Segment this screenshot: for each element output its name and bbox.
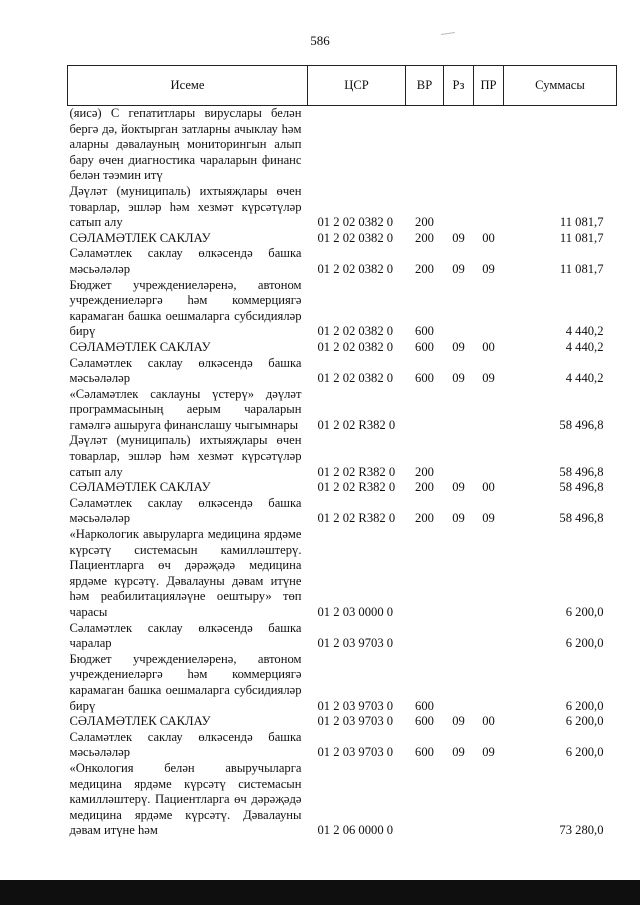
row-csr: 01 2 03 9703 0 — [317, 745, 394, 760]
row-rz: 09 — [452, 714, 465, 729]
row-rz — [444, 387, 474, 434]
row-sum: 58 496,8 — [559, 511, 604, 526]
row-name: СӘЛАМӘТЛЕК САКЛАУ — [69, 714, 211, 729]
row-name: «Наркологик авыруларга медицина ярдәме күрсәтү системасын камилләштерү. Пациентларга өч дәрәҗәдә медицина ярдәме күрсәтү. Дәвалауны дәвам итүне һәм реабилитацияләүне оештыру» төп чарасы — [69, 527, 302, 619]
row-name: СӘЛАМӘТЛЕК САКЛАУ — [69, 480, 211, 495]
table-row — [68, 480, 617, 496]
row-csr: 01 2 03 9703 0 — [317, 636, 394, 651]
table-row — [68, 106, 617, 184]
row-sum — [504, 106, 617, 184]
row-sum: 6 200,0 — [565, 636, 604, 651]
row-rz: 09 — [452, 339, 465, 354]
row-pr: 00 — [482, 339, 495, 354]
row-rz: 09 — [452, 480, 465, 495]
row-name: Сәламәтлек саклау өлкәсендә башка мәсьәләләр — [69, 729, 302, 760]
row-csr: 01 2 02 0382 0 — [317, 339, 394, 354]
row-name: СӘЛАМӘТЛЕК САКЛАУ — [69, 339, 211, 354]
row-csr: 01 2 02 R382 0 — [317, 480, 396, 495]
row-csr: 01 2 03 9703 0 — [317, 698, 394, 713]
row-name: «Сәламәтлек саклауны үстерү» дәүләт программасының аерым чараларын гамәлгә ашыруга финанслашу чыгымнары — [69, 386, 302, 432]
row-rz — [444, 621, 474, 652]
row-rz — [444, 527, 474, 621]
row-pr — [474, 652, 504, 714]
row-csr: 01 2 06 0000 0 — [317, 823, 394, 838]
row-pr — [474, 761, 504, 839]
row-vr: 600 — [415, 371, 434, 386]
row-sum: 4 440,2 — [565, 339, 604, 354]
row-rz — [444, 278, 474, 340]
row-rz — [444, 184, 474, 231]
row-vr: 200 — [415, 215, 434, 230]
table-row — [68, 652, 617, 714]
row-pr — [474, 184, 504, 231]
table-row — [68, 761, 617, 839]
row-rz: 09 — [452, 511, 465, 526]
row-sum: 73 280,0 — [559, 823, 604, 838]
row-rz: 09 — [452, 261, 465, 276]
row-csr: 01 2 02 0382 0 — [317, 230, 394, 245]
row-sum: 4 440,2 — [565, 324, 604, 339]
row-sum: 58 496,8 — [559, 480, 604, 495]
row-sum: 11 081,7 — [559, 261, 604, 276]
row-vr: 600 — [415, 339, 434, 354]
row-vr — [406, 527, 444, 621]
page-number: 586 — [310, 33, 330, 48]
row-pr: 00 — [482, 230, 495, 245]
table-body — [68, 106, 617, 839]
table-header-row — [68, 66, 617, 106]
row-pr: 09 — [482, 371, 495, 386]
row-sum: 58 496,8 — [559, 464, 604, 479]
row-name: Сәламәтлек саклау өлкәсендә башка чаралар — [69, 620, 302, 651]
row-csr: 01 2 03 0000 0 — [317, 605, 394, 619]
header-name: Исеме — [68, 66, 308, 106]
row-rz — [444, 106, 474, 184]
table-row — [68, 231, 617, 247]
row-pr: 09 — [482, 511, 495, 526]
row-rz — [444, 761, 474, 839]
row-name: Сәламәтлек саклау өлкәсендә башка мәсьәләләр — [69, 246, 302, 276]
row-vr: 600 — [415, 714, 434, 729]
header-rz: Рз — [444, 66, 474, 106]
table-row — [68, 387, 617, 434]
row-vr: 200 — [415, 230, 434, 245]
row-name: Дәүләт (муниципаль) ихтыяҗлары өчен товарлар, эшләр һәм хезмәт күрсәтүләр сатып алу — [69, 433, 302, 479]
row-pr: 00 — [482, 480, 495, 495]
row-pr: 00 — [482, 714, 495, 729]
row-rz — [444, 652, 474, 714]
table-row — [68, 278, 617, 340]
row-pr: 09 — [482, 745, 495, 760]
row-vr: 200 — [415, 261, 434, 276]
row-name: Сәламәтлек саклау өлкәсендә башка мәсьәләләр — [69, 495, 302, 526]
table-row — [68, 356, 617, 387]
row-name: Бюджет учреждениеләренә, автоном учреждениеләргә һәм коммерциягә карамаган башка оешмаларга субсидияләр бирү — [69, 277, 302, 339]
table-row — [68, 340, 617, 356]
table-row — [68, 730, 617, 761]
row-pr — [474, 106, 504, 184]
header-vr: ВР — [406, 66, 444, 106]
row-csr: 01 2 02 R382 0 — [317, 511, 396, 526]
row-sum: 6 200,0 — [565, 745, 604, 760]
row-name: Сәламәтлек саклау өлкәсендә башка мәсьәләләр — [69, 355, 302, 386]
row-csr — [308, 106, 406, 184]
table-row — [68, 246, 617, 277]
row-pr — [474, 387, 504, 434]
row-csr: 01 2 02 R382 0 — [317, 464, 396, 479]
row-vr — [406, 621, 444, 652]
row-sum: 6 200,0 — [565, 714, 604, 729]
row-csr: 01 2 02 0382 0 — [317, 371, 394, 386]
row-sum: 58 496,8 — [559, 417, 604, 432]
table-row — [68, 527, 617, 621]
table-row — [68, 433, 617, 480]
row-name: Бюджет учреждениеләренә, автоном учреждениеләргә һәм коммерциягә карамаган башка оешмаларга субсидияләр бирү — [69, 651, 302, 713]
row-pr — [474, 278, 504, 340]
row-sum: 4 440,2 — [565, 371, 604, 386]
row-pr: 09 — [482, 261, 495, 276]
table-row — [68, 184, 617, 231]
row-vr: 600 — [415, 745, 434, 760]
row-vr: 600 — [415, 698, 434, 713]
header-csr: ЦСР — [308, 66, 406, 106]
row-vr — [406, 106, 444, 184]
row-vr: 200 — [415, 464, 434, 479]
row-pr — [474, 433, 504, 480]
row-rz: 09 — [452, 371, 465, 386]
row-name: СӘЛАМӘТЛЕК САКЛАУ — [69, 230, 211, 245]
table-row — [68, 621, 617, 652]
row-vr: 200 — [415, 511, 434, 526]
table-row — [68, 496, 617, 527]
row-pr — [474, 621, 504, 652]
table-row — [68, 714, 617, 730]
row-csr: 01 2 02 0382 0 — [317, 261, 394, 276]
header-sum: Суммасы — [504, 66, 617, 106]
row-pr — [474, 527, 504, 621]
row-sum: 6 200,0 — [565, 605, 604, 619]
header-pr: ПР — [474, 66, 504, 106]
row-sum: 11 081,7 — [559, 230, 604, 245]
row-vr — [406, 761, 444, 839]
row-vr: 200 — [415, 480, 434, 495]
row-sum: 6 200,0 — [565, 698, 604, 713]
budget-table — [67, 65, 617, 839]
row-csr: 01 2 02 0382 0 — [317, 324, 394, 339]
row-vr: 600 — [415, 324, 434, 339]
row-rz: 09 — [452, 745, 465, 760]
row-csr: 01 2 02 R382 0 — [317, 417, 396, 432]
row-csr: 01 2 03 9703 0 — [317, 714, 394, 729]
row-rz: 09 — [452, 230, 465, 245]
row-csr: 01 2 02 0382 0 — [317, 215, 394, 230]
row-name: «Онкология белән авыручыларга медицина ярдәме күрсәтү системасын камилләштерү. Пациентларга өч дәрәҗәдә медицина ярдәме күрсәтү. Дәвалауны дәвам итүне һәм — [69, 760, 302, 838]
scan-bottom-edge — [0, 880, 640, 905]
row-vr — [406, 387, 444, 434]
row-rz — [444, 433, 474, 480]
row-sum: 11 081,7 — [559, 215, 604, 230]
row-name: (яисә) С гепатитлары вируслары белән бергә дә, йоктырган затларны ачыклау һәм аларны дәвалауның мониторингын алып бару өчен диагностика чараларын финанс белән тәэмин итү — [69, 106, 302, 183]
row-name: Дәүләт (муниципаль) ихтыяҗлары өчен товарлар, эшләр һәм хезмәт күрсәтүләр сатып алу — [69, 183, 302, 230]
